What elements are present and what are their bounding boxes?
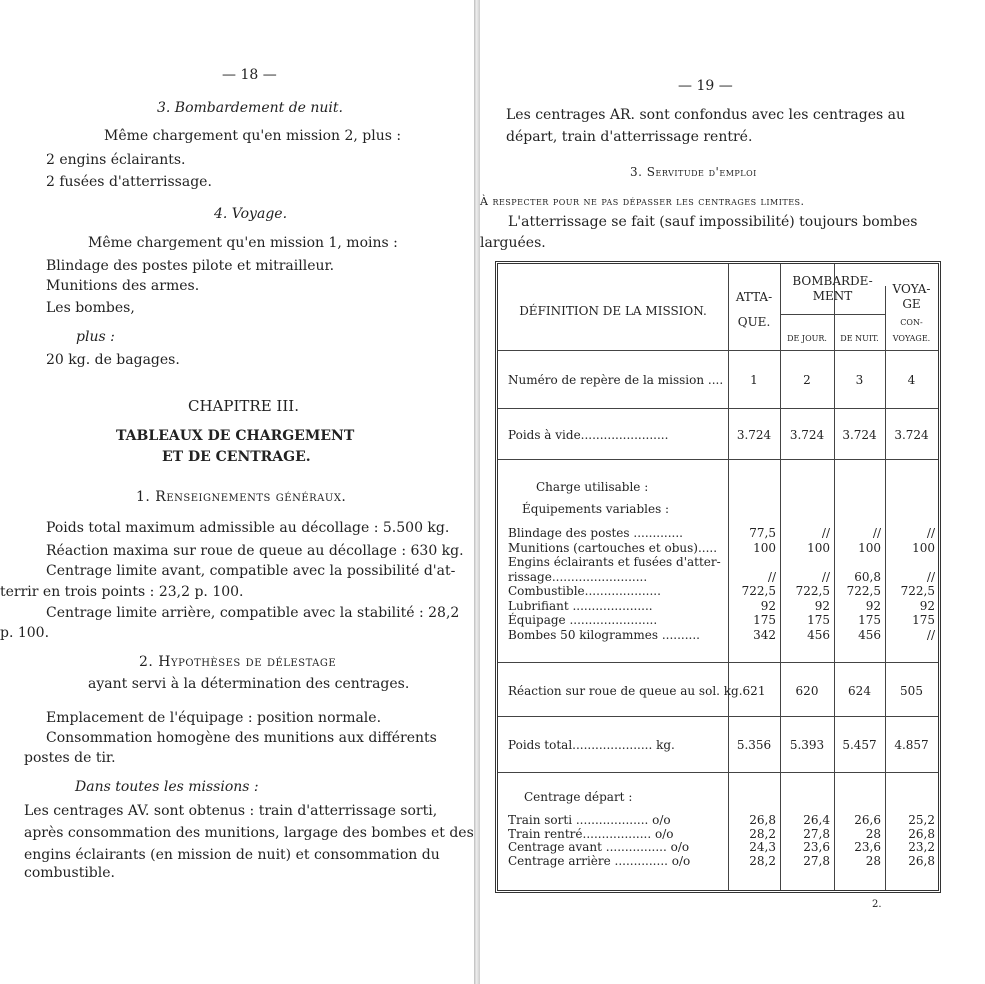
charge-row-value: 92 bbox=[814, 598, 830, 613]
charge-row-label: Munitions (cartouches et obus)..... bbox=[508, 540, 718, 555]
header-voyage: GE bbox=[902, 297, 921, 311]
charge-row-value: 722,5 bbox=[795, 584, 830, 598]
value-total: 5.356 bbox=[736, 738, 772, 752]
section-4-line: Même chargement qu'en mission 1, moins : bbox=[88, 235, 398, 251]
intro-line: départ, train d'atterrissage rentré. bbox=[506, 129, 753, 145]
servitude-line: À respecter pour ne pas dépasser les centrages limites. bbox=[480, 195, 805, 208]
signature-mark: 2. bbox=[872, 899, 882, 910]
charge-row-label: Lubrifiant ..................... bbox=[508, 598, 653, 613]
loading-table bbox=[495, 261, 941, 893]
section-4-line: Munitions des armes. bbox=[46, 278, 200, 294]
page-number-right: — 19 — bbox=[678, 78, 733, 94]
charge-row-value: 100 bbox=[807, 540, 830, 555]
charge-row-value: // bbox=[767, 569, 776, 584]
value-repere: 1 bbox=[750, 373, 758, 387]
chapter-title: TABLEAUX DE CHARGEMENT bbox=[116, 428, 355, 444]
centrage-row-value: 24,3 bbox=[749, 840, 776, 854]
value-vide: 3.724 bbox=[736, 428, 772, 442]
charge-row-value: 342 bbox=[753, 627, 776, 642]
centrage-row-value: 28 bbox=[865, 853, 881, 868]
header-bombardement: BOMBARDE- bbox=[792, 274, 873, 288]
row-label-repere: Numéro de repère de la mission .... bbox=[508, 373, 724, 387]
charge-row-value: 92 bbox=[760, 598, 776, 613]
section-4-line: Blindage des postes pilote et mitrailleur. bbox=[46, 258, 335, 274]
charge-row-value: 60,8 bbox=[854, 569, 881, 584]
header-definition: DÉFINITION DE LA MISSION. bbox=[519, 304, 707, 318]
chapter-heading: CHAPITRE III. bbox=[188, 397, 299, 415]
centrage-row-value: 28,2 bbox=[749, 826, 776, 841]
section-3-line: 2 engins éclairants. bbox=[46, 152, 186, 168]
charge-row-value: 92 bbox=[919, 598, 935, 613]
section-1-title: 1. Renseignements généraux. bbox=[136, 489, 347, 505]
charge-row-label: Engins éclairants et fusées d'atter- bbox=[508, 555, 721, 569]
charge-row-value: // bbox=[926, 526, 935, 540]
value-repere: 4 bbox=[907, 373, 916, 387]
centrage-row-value: 26,8 bbox=[908, 853, 935, 868]
section-2-av-line: engins éclairants (en mission de nuit) et consommation du bbox=[24, 847, 440, 863]
charge-row-value: 175 bbox=[753, 613, 776, 627]
section-4-line: 20 kg. de bagages. bbox=[46, 352, 180, 368]
centrage-row-value: 23,6 bbox=[803, 840, 830, 854]
servitude-line: larguées. bbox=[480, 235, 546, 251]
charge-row-value: // bbox=[926, 569, 935, 584]
section-1-line: Poids total maximum admissible au décollage : 5.500 kg. bbox=[46, 520, 450, 536]
charge-row-value: 92 bbox=[865, 598, 881, 613]
header-jour: DE JOUR. bbox=[787, 334, 827, 343]
value-reaction: 621 bbox=[742, 684, 766, 698]
charge-row-label: Bombes 50 kilogrammes .......... bbox=[508, 627, 700, 642]
section-2-av-line: après consommation des munitions, largage des bombes et des bbox=[24, 825, 474, 841]
value-total: 5.393 bbox=[789, 738, 825, 752]
header-con: VOYAGE. bbox=[892, 334, 931, 343]
section-1-line: terrir en trois points : 23,2 p. 100. bbox=[0, 584, 244, 600]
charge-row-value: // bbox=[872, 526, 881, 540]
header-nuit: DE NUIT. bbox=[840, 334, 879, 343]
charge-row-value: 175 bbox=[807, 613, 830, 627]
section-1-line: Centrage limite avant, compatible avec la possibilité d'at- bbox=[46, 563, 456, 579]
centrage-row-value: 23,6 bbox=[854, 840, 881, 854]
charge-row-value: 722,5 bbox=[846, 584, 881, 598]
centrage-row-value: 27,8 bbox=[803, 826, 830, 841]
centrage-row-label: Train rentré.................. o/o bbox=[508, 826, 674, 841]
section-1-line: Réaction maxima sur roue de queue au décollage : 630 kg. bbox=[46, 543, 464, 559]
value-total: 4.857 bbox=[894, 738, 929, 752]
charge-row-value: 77,5 bbox=[749, 526, 776, 540]
value-repere: 3 bbox=[855, 373, 864, 387]
section-3-line: 2 fusées d'atterrissage. bbox=[46, 174, 212, 190]
page-number-left: — 18 — bbox=[222, 67, 277, 83]
charge-row-value: 100 bbox=[753, 540, 776, 555]
header-attaque: QUE. bbox=[737, 315, 771, 329]
row-label-reaction: Réaction sur roue de queue au sol. kg. bbox=[508, 684, 743, 698]
charge-row-label: rissage......................... bbox=[508, 569, 648, 584]
section-2-line: Consommation homogène des munitions aux différents bbox=[46, 730, 437, 746]
charge-row-value: 100 bbox=[912, 540, 935, 555]
charge-row-value: 722,5 bbox=[900, 584, 935, 598]
section-4-line: Les bombes, bbox=[46, 300, 135, 316]
header-con: CON- bbox=[900, 318, 923, 327]
section-2-av-line: combustible. bbox=[24, 865, 115, 881]
value-repere: 2 bbox=[803, 373, 811, 387]
charge-row-label: Combustible.................... bbox=[508, 584, 661, 598]
centrage-row-value: 27,8 bbox=[803, 853, 830, 868]
centrage-row-value: 25,2 bbox=[908, 813, 935, 827]
charge-row-label: Équipage ....................... bbox=[508, 613, 658, 627]
charge-row-value: 456 bbox=[858, 627, 881, 642]
centrage-row-label: Centrage avant ................ o/o bbox=[508, 840, 690, 854]
centrage-row-value: 26,6 bbox=[854, 813, 881, 827]
section-2-title: 2. Hypothèses de délestage bbox=[139, 654, 337, 670]
charge-row-value: 100 bbox=[858, 540, 881, 555]
centrage-row-value: 26,4 bbox=[803, 813, 830, 827]
section-1-line: p. 100. bbox=[0, 625, 50, 641]
charge-row-value: // bbox=[926, 627, 935, 642]
centrage-row-value: 26,8 bbox=[749, 813, 776, 827]
section-2-line: postes de tir. bbox=[24, 750, 116, 766]
value-reaction: 505 bbox=[900, 684, 923, 698]
header-voyage: VOYA- bbox=[892, 282, 931, 296]
section-3-line: Même chargement qu'en mission 2, plus : bbox=[104, 128, 402, 144]
equip-title: Équipements variables : bbox=[522, 502, 670, 516]
chapter-title: ET DE CENTRAGE. bbox=[162, 449, 311, 465]
value-reaction: 624 bbox=[848, 684, 871, 698]
centrage-row-value: 23,2 bbox=[908, 840, 935, 854]
value-vide: 3.724 bbox=[894, 428, 929, 442]
charge-row-value: // bbox=[821, 526, 830, 540]
section-2-line: Emplacement de l'équipage : position normale. bbox=[46, 710, 382, 726]
charge-row-value: 722,5 bbox=[741, 584, 776, 598]
centrage-row-value: 28,2 bbox=[749, 853, 776, 868]
charge-row-value: // bbox=[821, 569, 830, 584]
charge-row-value: 456 bbox=[807, 627, 830, 642]
value-reaction: 620 bbox=[795, 684, 819, 698]
section-3-title: 3. Bombardement de nuit. bbox=[157, 100, 343, 116]
charge-row-value: 175 bbox=[912, 613, 935, 627]
section-3-heading: 3. Servitude d'emploi bbox=[630, 165, 757, 179]
row-label-total: Poids total..................... kg. bbox=[508, 738, 675, 752]
centrage-row-value: 28 bbox=[865, 826, 881, 841]
left-page bbox=[0, 0, 474, 984]
centrage-row-value: 26,8 bbox=[908, 826, 935, 841]
charge-row-value: 175 bbox=[858, 613, 881, 627]
section-1-line: Centrage limite arrière, compatible avec la stabilité : 28,2 bbox=[46, 605, 460, 621]
header-attaque: ATTA- bbox=[735, 290, 773, 304]
section-4-line: plus : bbox=[76, 329, 115, 345]
section-2-missions: Dans toutes les missions : bbox=[75, 779, 259, 795]
servitude-line: L'atterrissage se fait (sauf impossibilité) toujours bombes bbox=[508, 214, 918, 230]
section-2-av-line: Les centrages AV. sont obtenus : train d'atterrissage sorti, bbox=[24, 803, 438, 819]
value-total: 5.457 bbox=[842, 738, 877, 752]
section-2-subtitle: ayant servi à la détermination des centrages. bbox=[88, 676, 410, 692]
section-4-title: 4. Voyage. bbox=[214, 206, 288, 222]
value-vide: 3.724 bbox=[789, 428, 825, 442]
centrage-row-label: Centrage arrière .............. o/o bbox=[508, 853, 691, 868]
charge-row-label: Blindage des postes ............. bbox=[508, 526, 683, 540]
header-bombardement: MENT bbox=[812, 289, 853, 303]
centrage-title: Centrage départ : bbox=[524, 790, 633, 804]
value-vide: 3.724 bbox=[842, 428, 877, 442]
charge-title: Charge utilisable : bbox=[536, 480, 649, 494]
intro-line: Les centrages AR. sont confondus avec les centrages au bbox=[506, 107, 905, 123]
centrage-row-label: Train sorti ................... o/o bbox=[508, 813, 671, 827]
row-label-vide: Poids à vide....................... bbox=[508, 428, 669, 442]
